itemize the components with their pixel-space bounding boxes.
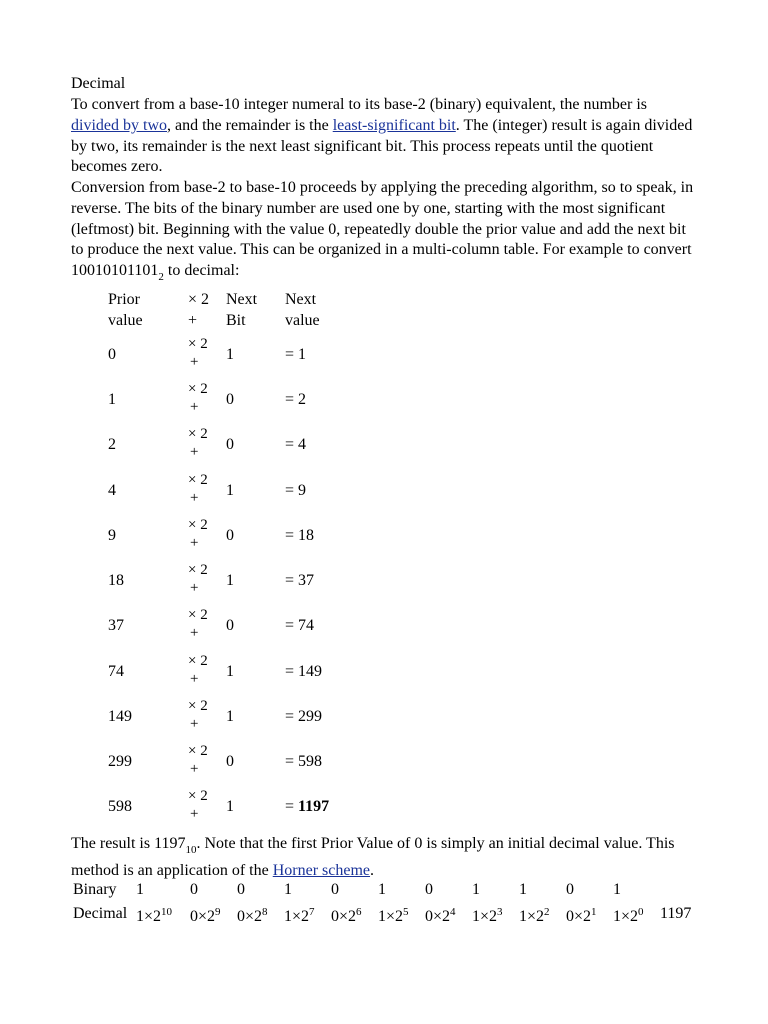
cell-prior: 37 [108, 617, 124, 634]
term-exponent: 8 [262, 906, 268, 918]
binary-row-label: Binary [73, 881, 117, 898]
header-next-2: value [285, 312, 320, 329]
cell-bit: 0 [226, 527, 234, 544]
cell-prior: 2 [108, 436, 116, 453]
binary-digit: 1 [472, 881, 480, 898]
cell-next: = 37 [285, 572, 315, 589]
term-exponent: 1 [591, 906, 597, 918]
term-base: 0×2 [425, 908, 451, 925]
cell-next: = 299 [285, 708, 323, 725]
term-base: 1×2 [378, 908, 404, 925]
decimal-term [284, 908, 315, 926]
cell-op-times: × 2 [188, 653, 208, 669]
term-exponent: 2 [544, 906, 550, 918]
cell-next: = 598 [285, 753, 323, 770]
cell-op-times: × 2 [188, 381, 208, 397]
term-base: 0×2 [237, 908, 263, 925]
para1-text-3: . The (integer) result is again divided by two, its remainder is the next least significant bit. This process repeats until the quotient becomes zero. [71, 116, 693, 176]
decimal-term [331, 908, 362, 926]
term-exponent: 4 [450, 906, 456, 918]
para2-text-2: to decimal: [163, 262, 240, 280]
table-row [108, 380, 348, 422]
binary-digit: 0 [331, 881, 339, 898]
cell-bit: 1 [226, 346, 234, 363]
final-result-value: 1197 [298, 798, 330, 815]
cell-next: = 1 [285, 346, 307, 363]
paragraph-binary-to-decimal [71, 178, 696, 283]
cell-next: = 74 [285, 617, 315, 634]
header-op-1: × 2 [188, 291, 210, 308]
cell-op-times: × 2 [188, 743, 208, 759]
decimal-term [237, 908, 268, 926]
term-base: 1×2 [284, 908, 310, 925]
table-row [108, 742, 348, 784]
link-least-significant-bit[interactable]: least-significant bit [332, 116, 456, 134]
term-exponent: 7 [309, 906, 315, 918]
table-row [108, 652, 348, 694]
decimal-term [519, 908, 550, 926]
cell-next [285, 797, 329, 818]
cell-bit: 0 [226, 753, 234, 770]
link-divided-by-two[interactable]: divided by two [71, 116, 167, 134]
cell-prior: 18 [108, 572, 124, 589]
cell-next: = 18 [285, 527, 315, 544]
cell-next: = 2 [285, 391, 307, 408]
para1-text-1: To convert from a base-10 integer numeral to its base-2 (binary) equivalent, the number is [71, 96, 648, 113]
cell-op-times: × 2 [188, 517, 208, 533]
cell-bit: 0 [226, 436, 234, 453]
table-row [108, 335, 348, 377]
binary-digit: 1 [136, 881, 144, 898]
cell-prior: 0 [108, 346, 116, 363]
header-next-1: Next [285, 291, 317, 308]
table-row [108, 516, 348, 558]
cell-next: = 4 [285, 436, 307, 453]
cell-op-plus: + [190, 535, 199, 551]
cell-bit: 1 [226, 572, 234, 589]
term-base: 1×2 [519, 908, 545, 925]
cell-op-times: × 2 [188, 426, 208, 442]
term-exponent: 5 [403, 906, 409, 918]
term-base: 0×2 [331, 908, 357, 925]
cell-op-plus: + [190, 580, 199, 596]
cell-op-plus: + [190, 490, 199, 506]
table-row [108, 471, 348, 513]
binary-digit: 1 [519, 881, 527, 898]
term-exponent: 9 [215, 906, 221, 918]
term-base: 1×2 [136, 908, 162, 925]
cell-op-times: × 2 [188, 607, 208, 623]
binary-digit: 1 [284, 881, 292, 898]
decimal-term [378, 908, 409, 926]
cell-op-plus: + [190, 444, 199, 460]
term-base: 1×2 [472, 908, 498, 925]
binary-digit: 0 [425, 881, 433, 898]
decimal-term [136, 908, 172, 926]
cell-prior: 74 [108, 663, 124, 680]
cell-op-plus: + [190, 761, 199, 777]
cell-prior: 149 [108, 708, 132, 725]
cell-bit: 0 [226, 391, 234, 408]
cell-bit: 0 [226, 617, 234, 634]
cell-prior: 1 [108, 391, 116, 408]
header-prior-1: Prior [108, 291, 140, 308]
paragraph-result [71, 831, 696, 884]
term-exponent: 3 [497, 906, 503, 918]
cell-bit: 1 [226, 708, 234, 725]
paragraph-decimal-to-binary [71, 95, 696, 178]
para2-text-1: Conversion from base-2 to base-10 proceeds by applying the preceding algorithm, so to speak, in reverse. The bits of the binary number are used one by one, starting with the most significant (leftmost) bit. Beginning with the value 0, repeatedly double the prior value and add the next bit to produce the next value. This can be organized in a multi-column table. For example to convert 10010101101 [71, 179, 694, 280]
result-subscript: 10 [185, 844, 197, 856]
section-heading: Decimal [71, 75, 126, 92]
cell-op-plus: + [190, 671, 199, 687]
cell-prior: 598 [108, 798, 132, 815]
decimal-term [613, 908, 644, 926]
result-text-2: . Note that the first Prior Value of 0 is simply an initial decimal value. This method is an application of the [71, 835, 675, 879]
header-prior-2: value [108, 312, 143, 329]
cell-prior: 9 [108, 527, 116, 544]
binary-digit: 1 [613, 881, 621, 898]
result-text-3: . [370, 862, 375, 879]
header-bit-2: Bit [226, 312, 246, 329]
result-text-1: The result is 1197 [71, 835, 186, 852]
cell-op-plus: + [190, 716, 199, 732]
link-horner-scheme[interactable]: Horner scheme [272, 862, 371, 879]
cell-op-plus: + [190, 399, 199, 415]
cell-prior: 4 [108, 482, 116, 499]
cell-op-times: × 2 [188, 562, 208, 578]
cell-op-plus: + [190, 806, 199, 822]
decimal-row-label: Decimal [73, 905, 128, 922]
cell-op-times: × 2 [188, 788, 208, 804]
term-exponent: 6 [356, 906, 362, 918]
para2-subscript: 2 [158, 271, 164, 284]
cell-op-times: × 2 [188, 472, 208, 488]
decimal-term [425, 908, 456, 926]
table-row [108, 606, 348, 648]
cell-op-times: × 2 [188, 336, 208, 352]
table-row [108, 697, 348, 739]
cell-op-plus: + [190, 354, 199, 370]
decimal-total: 1197 [660, 905, 692, 922]
cell-bit: 1 [226, 798, 234, 815]
cell-op-plus: + [190, 625, 199, 641]
term-base: 0×2 [566, 908, 592, 925]
decimal-term [472, 908, 503, 926]
table-row [108, 561, 348, 603]
header-op-2: + [188, 312, 198, 329]
cell-next: = 9 [285, 482, 307, 499]
header-bit-1: Next [226, 291, 258, 308]
table-row [108, 425, 348, 467]
para1-text-2: , and the remainder is the [167, 116, 333, 134]
cell-bit: 1 [226, 663, 234, 680]
cell-prior: 299 [108, 753, 132, 770]
term-exponent: 10 [161, 906, 173, 918]
decimal-term [190, 908, 221, 926]
cell-op-times: × 2 [188, 698, 208, 714]
table-row [108, 787, 348, 829]
cell-next: = 149 [285, 663, 323, 680]
cell-next-prefix: = [285, 798, 299, 815]
binary-digit: 1 [378, 881, 386, 898]
term-exponent: 0 [638, 906, 644, 918]
binary-digit: 0 [237, 881, 245, 898]
term-base: 0×2 [190, 908, 216, 925]
binary-digit: 0 [566, 881, 574, 898]
cell-bit: 1 [226, 482, 234, 499]
binary-digit: 0 [190, 881, 198, 898]
term-base: 1×2 [613, 908, 639, 925]
decimal-term [566, 908, 597, 926]
